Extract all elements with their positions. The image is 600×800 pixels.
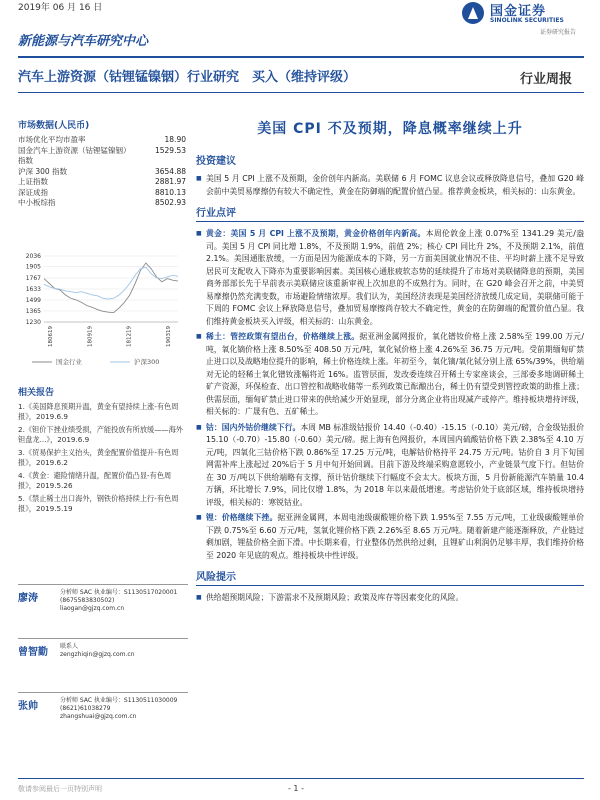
analyst-card (18, 638, 188, 678)
related-reports-heading: 相关报告 (18, 388, 55, 398)
analyst-card (18, 692, 188, 732)
x-tick-label: 180919 (87, 326, 94, 347)
risk-heading: 风险提示 (196, 568, 584, 586)
rare-earth-paragraph (196, 331, 584, 419)
market-value: 8810.13 (154, 187, 186, 197)
y-tick-label: 1365 (25, 307, 41, 315)
market-row (18, 135, 186, 146)
review-heading: 行业点评 (196, 204, 584, 222)
market-value: 18.90 (164, 135, 186, 144)
x-tick-label: 180619 (48, 326, 54, 347)
report-item[interactable]: 2.《钽价下挫业绩受损，产能投放有所放缓——海外钽盘龙...》，2019.6.9 (18, 424, 183, 444)
y-tick-label: 2036 (25, 253, 41, 260)
risk-paragraph: ■ 供给超预期风险；下游需求不及预期风险；政策及库存等因素变化的风险。 (196, 592, 584, 605)
market-label: 中小板综指 (18, 198, 56, 207)
logo-subtitle: 证券研究报告 (540, 29, 577, 36)
market-value: 2881.97 (154, 177, 186, 186)
market-row (18, 177, 186, 188)
invest-paragraph: ■ 美国 5 月 CPI 上涨不及预期，金价创年内新高。美联储 6 月 FOMC 议息会议或释放降息信号，叠加 G20 峰会前中美贸易摩擦仍有较大不确定性，黄金在防御端的配置价值凸显。推荐黄金板块，相关标的：山东黄金。 (196, 173, 584, 198)
market-label: 沪深 300 指数 (18, 166, 68, 176)
analyst-info (60, 697, 177, 721)
main-content (196, 118, 584, 608)
y-tick-label: 1633 (25, 286, 41, 293)
market-row (18, 188, 186, 199)
analyst-cert: 分析师 SAC 执业编号：S1130517020001 (60, 589, 178, 596)
y-tick-label: 1767 (25, 275, 41, 283)
lithium-text: 据亚洲金属网，本周电池级碳酸锂价格下跌 1.95%至 7.55 万元/吨，工业级碳酸锂单价下跌 0.75%至 6.60 万元/吨，氢氧化锂价格下跌 2.26%至 8.65 万元/吨。随着新建产能逐渐释放，产业链过剩加剧，锂盐价格全面下滑。中长期来看，行业整体仍然供给过剩，且锂矿山利润仍足够丰厚，我们维持价格至 2020 年见底的观点。维持板块中性评级。 (206, 513, 584, 560)
lithium-paragraph (196, 512, 584, 562)
cobalt-lead: 钴：国内外钴价继续下行。 (206, 422, 301, 432)
rare-earth-lead: 稀土：管控政策有望出台，价格继续上涨。 (206, 332, 360, 341)
y-tick-label: 1230 (25, 319, 41, 326)
market-value: 1529.53 (154, 145, 186, 155)
research-center-name: 新能源与汽车研究中心 (18, 34, 149, 49)
market-label: 国金汽车上游资源（钴锂锰镍铟）指数 (18, 145, 127, 165)
lithium-lead: 锂：价格继续下挫。 (206, 513, 278, 522)
market-row (18, 146, 186, 167)
analyst-name: 张帅 (18, 701, 38, 712)
analyst-cert: 分析师 SAC 执业编号：S1130511030009 (60, 697, 178, 704)
analyst-card (18, 584, 188, 624)
market-data-heading: 市场数据(人民币) (18, 121, 90, 131)
y-tick-label: 1499 (25, 296, 41, 304)
cobalt-text: 本周 MB 标准级钴报价 14.40（-0.40）-15.15（-0.10）美元/磅，合金级钴报价 15.10（-0.70）-15.80（-0.60）美元/磅。据上海有色网报价，本周国内硫酸钴价格下跌 2.38%至 4.10 万元/吨，四氧化三钴价格下跌 0.86%至 17.25 万元/吨，电解钴价格持平 24.75 万元/吨。钴价自 3 月下旬国网需补库上涨起过 20%后于 5 月中旬开始回调。目前下游及终端采购意愿较小，产业链景气度下行。但钴价在 30 万/吨以下供给端略有支撑，预计钴价继续下行幅度不会太大。板块方面，5 月份新能源汽车销量 10.4 万辆，环比增长 7.9%，同比仅增 1.8%，为 2018 年以来最低增速。考虑钴价处于底部区域，维持板块增持评级，相关标的：寒锐钴业。 (206, 422, 584, 507)
market-value: 8502.93 (154, 198, 186, 207)
analyst-phone: (8675583830502) (60, 597, 115, 604)
report-date: 2019年 06 月 16 日 (18, 3, 103, 13)
market-row (18, 167, 186, 178)
header-rule (18, 56, 584, 58)
footer-disclaimer: 敬请参阅最后一页特别声明 (18, 785, 102, 793)
legend-label: 国金行业 (56, 358, 82, 366)
report-item[interactable]: 3.《贸易保护主义抬头，黄金配置价值提升-有色周报》，2019.6.2 (18, 447, 179, 467)
page-number: - 1 - (288, 784, 304, 793)
cobalt-paragraph (196, 422, 584, 510)
analyst-info (60, 643, 135, 659)
report-item[interactable]: 1.《美国降息预期升温，黄金有望持续上涨-有色周报》，2019.6.9 (18, 401, 179, 421)
market-data-panel (18, 118, 186, 209)
y-tick-label: 1905 (25, 263, 41, 271)
gold-lead: 黄金：美国 5 月 CPI 上涨不及预期，黄金价格创年内新高。 (206, 229, 426, 238)
analyst-email[interactable]: liaogan@gjzq.com.cn (60, 605, 125, 612)
report-item[interactable]: 4.《黄金：避险情绪升温，配置价值凸显-有色周报》，2019.5.26 (18, 470, 172, 490)
x-tick-label: 190319 (166, 326, 172, 347)
analyst-name: 曾智勤 (18, 647, 48, 658)
gold-paragraph (196, 228, 584, 328)
legend-label: 沪深300 (134, 358, 160, 366)
market-label: 市场优化平均市盈率 (18, 135, 86, 144)
analyst-email[interactable]: zhangshuai@gjzq.com.cn (60, 713, 137, 720)
index-line-chart (18, 250, 186, 370)
market-row (18, 198, 186, 209)
report-title: 汽车上游资源（钴锂锰镍铟）行业研究 买入（维持评级） (18, 70, 357, 85)
series-line (44, 263, 178, 313)
market-label: 上证指数 (18, 177, 48, 186)
logo-english: SINOLINK SECURITIES (490, 17, 564, 24)
company-logo (462, 0, 592, 44)
report-item[interactable]: 5.《禁止稀土出口海外，钢铁价格持续上行-有色周报》，2019.5.19 (18, 493, 179, 513)
rare-earth-text: 据亚洲金属网报价，氧化镨钕价格上涨 2.58%至 199.00 万元/吨，氧化镝价格上涨 8.50%至 408.50 万元/吨，氧化铽价格上涨 4.26%至 36.75 万元/吨。受前期缅甸矿禁止进口以及战略地位提升的影响，稀土价格连续上涨。年初至今，氧化镝/氧化铽分别上涨 65%/39%，供给端对无论的轻稀土氧化镨钕涨幅将近 16%。监管层面，发改委连续召开稀土专家座谈会，三部委多地调研稀土矿产资源，环保检查、出口管控和战略收储等一系列政策已酝酿出台，稀土仍有望受到管控政策的助推上涨；供需层面，缅甸矿禁止进口带来的供给减少开始显现，部分分离企业将出现减产或停产。维持板块增持评级，相关标的：广晟有色、五矿稀土。 (206, 332, 584, 416)
logo-name: 国金证券 (490, 4, 547, 19)
gold-text: 本周伦敦金上涨 0.07%至 1341.29 美元/盎司。美国 5 月 CPI 同比增 1.8%，不及预期 1.9%，前值 2%；核心 CPI 同比升 2%，不及预期 2.1%，前值 2.1%。美国通胀放缓，一方面是因为能源成本的下降，另一方面美国就业情况不佳、平均时薪上涨不足导致居民可支配收入下降亦为重要影响因素。美国核心通胀疲软态势的延续提升了市场对美联储降息的预期，美国商务部部长先于早前表示美联储应该重新审视上次加息的不成熟行为。同时，在 G20 峰会召开之前，中美贸易摩擦仍然充满变数，市场避险情绪浓厚。我们认为，美国经济表现是美国经济放缓几成定局，美联储可能于下周的 FOMC 会议上释放降息信号，叠加贸易摩擦尚存较大不确定性，黄金的在防御端的配置价值凸显。我们维持黄金板块买入评级，相关标的：山东黄金。 (206, 229, 585, 326)
analyst-info (60, 589, 177, 613)
analyst-email[interactable]: zengzhiqin@gjzq.com.cn (60, 651, 135, 658)
logo-mark-icon (462, 2, 484, 24)
title-rule (18, 92, 584, 93)
related-reports (18, 388, 186, 517)
analyst-name: 廖涛 (18, 593, 38, 604)
analyst-list (18, 584, 188, 746)
main-title: 美国 CPI 不及预期，降息概率继续上升 (257, 121, 523, 137)
analyst-cert: 联系人 (60, 643, 79, 650)
footer-rule (18, 778, 584, 779)
report-type: 行业周报 (520, 72, 573, 87)
market-value: 3654.88 (154, 166, 186, 176)
invest-heading: 投资建议 (196, 156, 236, 167)
x-tick-label: 181219 (126, 326, 133, 347)
market-label: 深证成指 (18, 187, 48, 197)
analyst-phone: (8621)61038279 (60, 705, 111, 712)
